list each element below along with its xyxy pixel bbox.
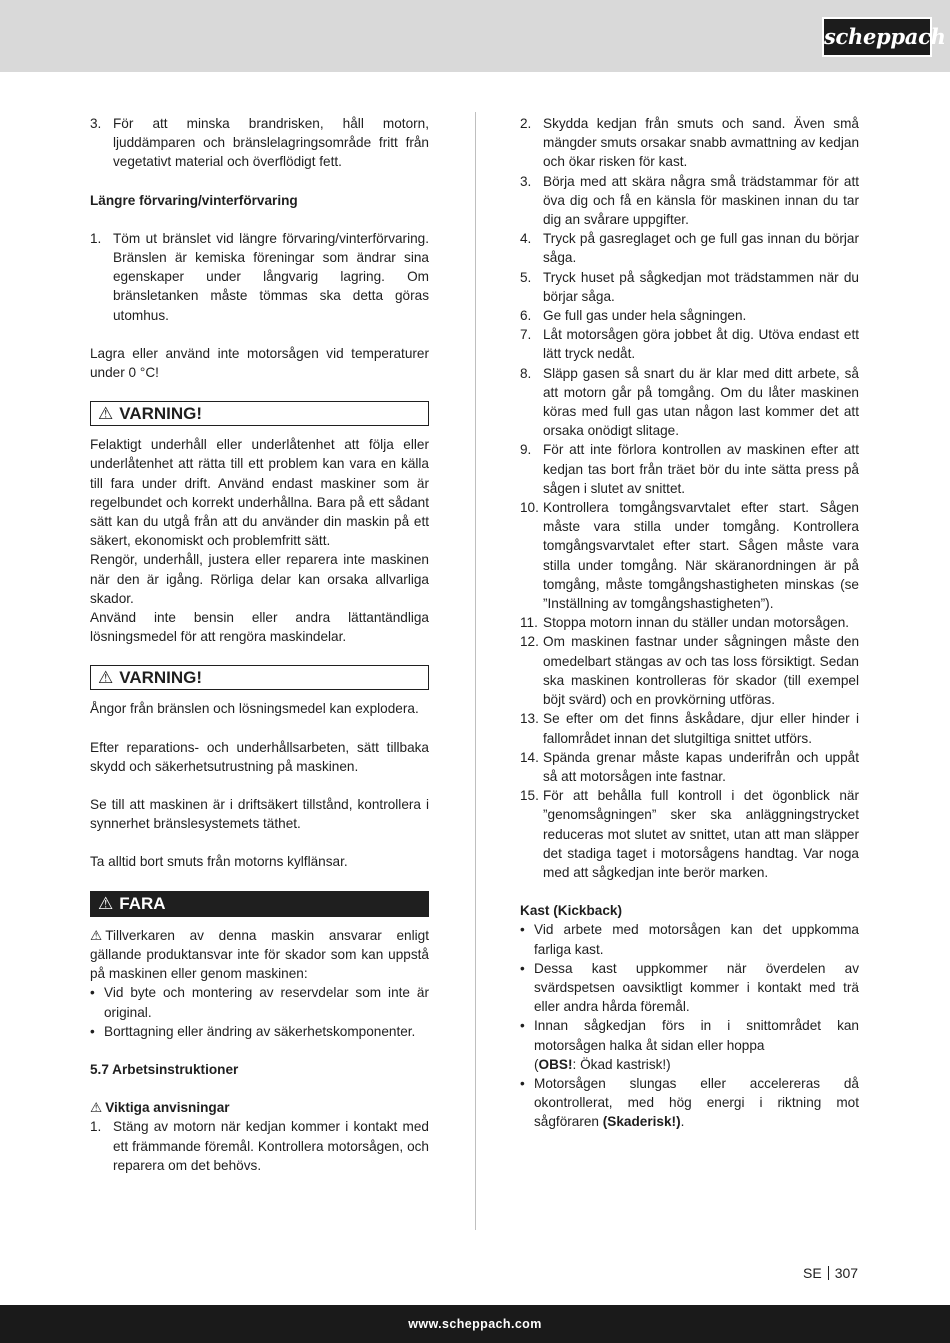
list-text: Tryck på gasreglaget och ge full gas innan du börjar såga.	[543, 231, 859, 266]
list-item	[520, 748, 859, 786]
list-number: 8.	[520, 365, 532, 381]
list-number: 1.	[90, 1119, 102, 1135]
bullet-dot: •	[520, 1075, 525, 1091]
instruction-list	[520, 114, 859, 882]
right-column	[520, 114, 859, 1132]
list-item	[520, 1074, 859, 1132]
list-number: 10.	[520, 500, 539, 516]
obs-label: OBS!	[538, 1056, 573, 1072]
header-band	[0, 0, 950, 72]
list-number: 15.	[520, 788, 539, 804]
list-item	[520, 440, 859, 498]
column-divider	[475, 112, 476, 1230]
warning-paragraph: Ångor från bränslen och lösningsmedel kan explodera.	[90, 701, 419, 717]
list-text: Släpp gasen så snart du är klar med ditt arbete, så att motorn går på tomgång. Om du låter maskinen köras med full gas utan någon last kommer det att orsaka onödigt slitage.	[543, 365, 859, 439]
list-text: Kontrollera tomgångsvarvtalet efter start. Sågen måste vara stilla under tomgång. Kontrollera tomgångsvarvtalet efter start. Sågen måste vara stilla under tomgång. När skäranordningen är på tomgång, måste tomgångshastigheten minskas (se ”Inställning av tomgångshastigheten”).	[543, 500, 859, 612]
warning-box	[90, 401, 429, 426]
left-column	[90, 114, 429, 1175]
important-heading: ⚠ Viktiga anvisningar	[90, 1098, 429, 1117]
list-text: Stoppa motorn innan du ställer undan motorsågen.	[543, 615, 850, 631]
website-link[interactable]: www.scheppach.com	[408, 1317, 542, 1331]
kickback-heading: Kast (Kickback)	[520, 903, 622, 919]
list-text: Tryck huset på sågkedjan mot trädstammen när du börjar såga.	[543, 269, 859, 304]
list-item	[520, 172, 859, 230]
list-number: 14.	[520, 749, 539, 765]
page-number	[803, 1264, 858, 1283]
warning-triangle-icon: ⚠	[98, 404, 114, 424]
list-item	[520, 1016, 859, 1074]
list-number: 11.	[520, 615, 538, 631]
temperature-note: Lagra eller använd inte motorsågen vid temperaturer under 0 °C!	[90, 345, 429, 381]
list-item	[520, 114, 859, 172]
list-text: Borttagning eller ändring av säkerhetskomponenter.	[104, 1023, 416, 1039]
list-number: 3.	[90, 116, 102, 131]
list-item	[520, 498, 859, 613]
list-text: Stäng av motorn när kedjan kommer i kontakt med ett främmande föremål. Kontrollera motorsågen, och reparera om det behövs.	[113, 1119, 429, 1173]
danger-box	[90, 891, 429, 917]
list-text: För att behålla full kontroll i det ögonblick när ”genomsågningen” sker ska anläggningstrycket reduceras mot slutet av snittet, utan att man släpper det stadiga taget i motorsågens handtag. Var noga med att sågkedjan inte berör marken.	[543, 788, 859, 880]
brand-logo: scheppach	[822, 17, 932, 57]
bullet-dot: •	[520, 960, 525, 976]
body-paragraph: Ta alltid bort smuts från motorns kylflänsar.	[90, 854, 348, 870]
list-text: Vid arbete med motorsågen kan det uppkomma farliga kast.	[534, 922, 859, 957]
language-code: SE	[803, 1265, 822, 1281]
list-text: Innan sågkedjan förs in i snittområdet kan motorsågen halka åt sidan eller hoppa (OBS!: Ökad kastrisk!)	[534, 1018, 859, 1072]
list-text: Ge full gas under hela sågningen.	[543, 308, 747, 324]
body-paragraph: Se till att maskinen är i driftsäkert tillstånd, kontrollera i synnerhet bränslesystemets täthet.	[90, 797, 429, 832]
list-item	[90, 1022, 429, 1041]
warning-triangle-icon: ⚠	[90, 927, 103, 943]
list-item	[520, 709, 859, 747]
list-number: 12.	[520, 634, 539, 650]
list-item	[520, 920, 859, 958]
storage-heading: Längre förvaring/vinterförvaring	[90, 192, 298, 208]
bullet-dot: •	[520, 922, 525, 938]
danger-paragraph	[90, 926, 429, 984]
list-number: 5.	[520, 269, 532, 285]
bullet-dot: •	[90, 1023, 95, 1039]
warning-paragraph: Felaktigt underhåll eller underlåtenhet att följa eller underlåtenhet att rätta till ett problem kan vara en källa till fara under drift. Använd endast maskiner som är regelbundet och korrekt underhållna. Bara på ett sådant sätt kan du utgå från att du använder din maskin på ett säkert, ekonomiskt och problemfritt sätt.	[90, 437, 429, 549]
list-text: Spända grenar måste kapas underifrån och uppåt så att motorsågen inte fastnar.	[543, 749, 859, 784]
list-item	[90, 114, 429, 172]
list-item	[520, 306, 859, 325]
list-text: Om maskinen fastnar under sågningen måste den omedelbart stängas av och tas loss försiktigt. Sedan ska maskinen kontrolleras för skador (till exempel böjt svärd) och en provkörning utföras.	[543, 634, 859, 708]
list-text: Töm ut bränslet vid längre förvaring/vinterförvaring. Bränslen är kemiska föreningar som ändrar sina egenskaper under långvarig lagring. Om bränsletanken måste tömmas ska detta göras utomhus.	[113, 230, 429, 323]
list-number: 7.	[520, 327, 532, 343]
warning-paragraph: Rengör, underhåll, justera eller reparera inte maskinen när den är igång. Rörliga delar kan orsaka allvarliga skador.	[90, 552, 429, 606]
danger-text: Tillverkaren av denna maskin ansvarar enligt gällande produktansvar inte för skador som kan uppstå på maskinen eller genom maskinen:	[90, 927, 429, 982]
list-text: Låt motorsågen göra jobbet åt dig. Utöva endast ett lätt tryck nedåt.	[543, 327, 859, 362]
list-text: Börja med att skära några små trädstammar för att öva dig och få en känsla för maskinen innan du tar dig an svårare uppgifter.	[543, 173, 859, 228]
list-item	[90, 1117, 429, 1175]
list-number: 4.	[520, 231, 532, 247]
footer-band	[0, 1305, 950, 1343]
separator	[828, 1266, 829, 1280]
list-number: 1.	[90, 230, 102, 246]
list-text: Se efter om det finns åskådare, djur eller hinder i fallområdet innan det slutgiltiga snittet utförs.	[543, 711, 859, 746]
list-item	[520, 364, 859, 441]
section-heading: 5.7 Arbetsinstruktioner	[90, 1061, 239, 1077]
list-text: För att minska brandrisken, håll motorn, ljuddämparen och bränslelagringsområde fritt från vegetativt material och överflödigt fett.	[113, 116, 429, 170]
warning-title: VARNING!	[119, 668, 203, 688]
danger-title: FARA	[119, 893, 166, 913]
warning-triangle-icon: ⚠	[90, 1100, 103, 1116]
list-number: 3.	[520, 173, 532, 189]
warning-triangle-icon: ⚠	[98, 893, 114, 913]
list-text: Dessa kast uppkommer när överdelen av svärdspetsen oavsiktligt kommer i kontakt med trä eller andra hårda föremål.	[534, 960, 859, 1015]
list-item	[520, 959, 859, 1017]
list-number: 9.	[520, 442, 532, 458]
list-item	[520, 613, 859, 632]
warning-box	[90, 665, 429, 690]
list-item	[90, 983, 429, 1021]
list-text: Motorsågen slungas eller accelereras då okontrollerat, med hög energi i riktning mot sågföraren (Skaderisk!).	[534, 1075, 859, 1130]
list-number: 6.	[520, 308, 532, 324]
list-item	[520, 632, 859, 709]
bullet-dot: •	[90, 985, 95, 1001]
list-number: 2.	[520, 116, 532, 131]
warning-paragraph: Använd inte bensin eller andra lättantändliga lösningsmedel för att rengöra maskindelar.	[90, 610, 429, 645]
body-paragraph: Efter reparations- och underhållsarbeten, sätt tillbaka skydd och säkerhetsutrustning på maskinen.	[90, 739, 429, 774]
bullet-dot: •	[520, 1018, 525, 1034]
list-item	[520, 786, 859, 882]
list-item	[520, 325, 859, 363]
page-number-value: 307	[834, 1265, 859, 1281]
warning-triangle-icon: ⚠	[98, 668, 114, 688]
list-text: Skydda kedjan från smuts och sand. Även små mängder smuts orsakar snabb avmattning av kedjan och ökar risken för kast.	[543, 116, 859, 170]
list-text: För att inte förlora kontrollen av maskinen efter att kedjan tas bort från träet bör du inte sätta press på sågen i slutet av snittet.	[543, 442, 859, 496]
list-number: 13.	[520, 711, 539, 727]
list-item	[90, 229, 429, 325]
list-item	[520, 268, 859, 306]
list-text: Vid byte och montering av reservdelar som inte är original.	[104, 985, 429, 1020]
injury-risk-label: (Skaderisk!)	[602, 1114, 681, 1130]
warning-title: VARNING!	[119, 404, 203, 424]
list-item	[520, 229, 859, 267]
